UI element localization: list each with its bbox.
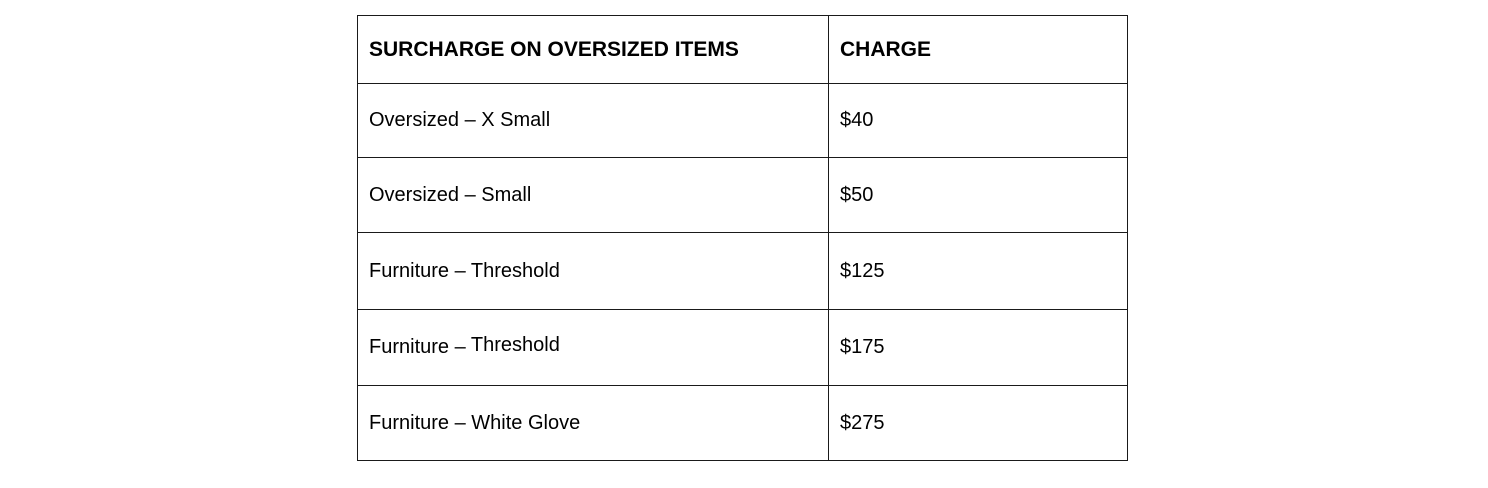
table-row (358, 386, 1128, 461)
charge-cell: $125 (829, 233, 1128, 310)
item-cell: Furniture – Threshold (358, 233, 829, 310)
item-cell: Oversized – X Small (358, 84, 829, 158)
item-cell: Furniture – White Glove (358, 386, 829, 461)
charge-cell: $275 (829, 386, 1128, 461)
table-header-row (358, 16, 1128, 84)
table-row (358, 84, 1128, 158)
item-cell (358, 310, 829, 386)
charge-cell: $175 (829, 310, 1128, 386)
surcharge-table (357, 15, 1128, 461)
charge-cell: $50 (829, 158, 1128, 233)
table-row (358, 310, 1128, 386)
charge-cell: $40 (829, 84, 1128, 158)
table-row (358, 158, 1128, 233)
table-row (358, 233, 1128, 310)
item-cell: Oversized – Small (358, 158, 829, 233)
header-charge: CHARGE (829, 16, 1128, 84)
item-suffix: Threshold (470, 334, 560, 356)
item-prefix: Furniture – (369, 336, 471, 358)
header-item: SURCHARGE ON OVERSIZED ITEMS (358, 16, 829, 84)
